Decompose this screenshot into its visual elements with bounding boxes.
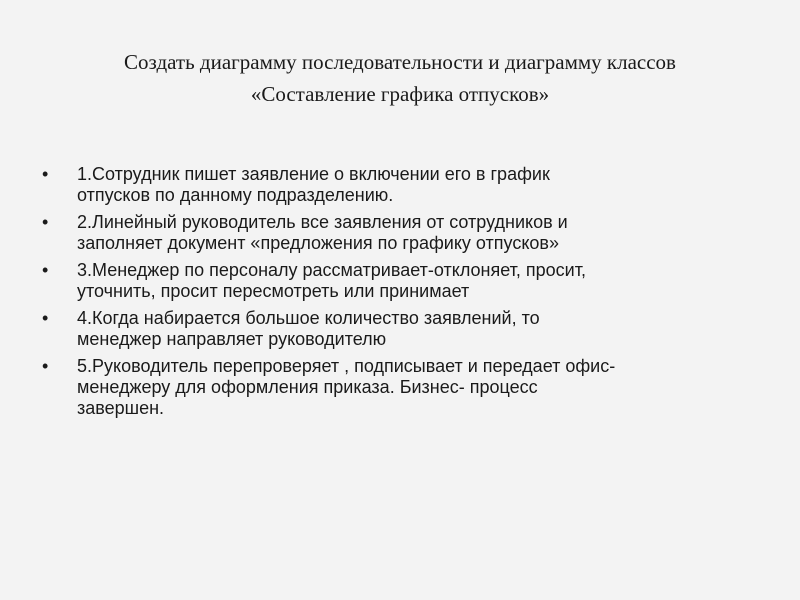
bullet-list — [42, 164, 762, 425]
slide-title-line-1: Создать диаграмму последовательности и диаграмму классов — [124, 50, 676, 74]
bullet-item-3: • 3.Менеджер по персоналу рассматривает-отклоняет, просит, уточнить, просит пересмотреть или принимает — [42, 260, 762, 302]
bullet-item-1: • 1.Сотрудник пишет заявление о включении его в график отпусков по данному подразделению. — [42, 164, 762, 206]
bullet-item-5: • 5.Руководитель перепроверяет , подписывает и передает офис- менеджеру для оформления приказа. Бизнес- процесс завершен. — [42, 356, 762, 419]
bullet-item-2: • 2.Линейный руководитель все заявления от сотрудников и заполняет документ «предложения по графику отпусков» — [42, 212, 762, 254]
slide-title — [40, 46, 760, 110]
bullet-item-4: • 4.Когда набирается большое количество заявлений, то менеджер направляет руководителю — [42, 308, 762, 350]
slide-title-line-2: «Составление графика отпусков» — [250, 82, 550, 106]
